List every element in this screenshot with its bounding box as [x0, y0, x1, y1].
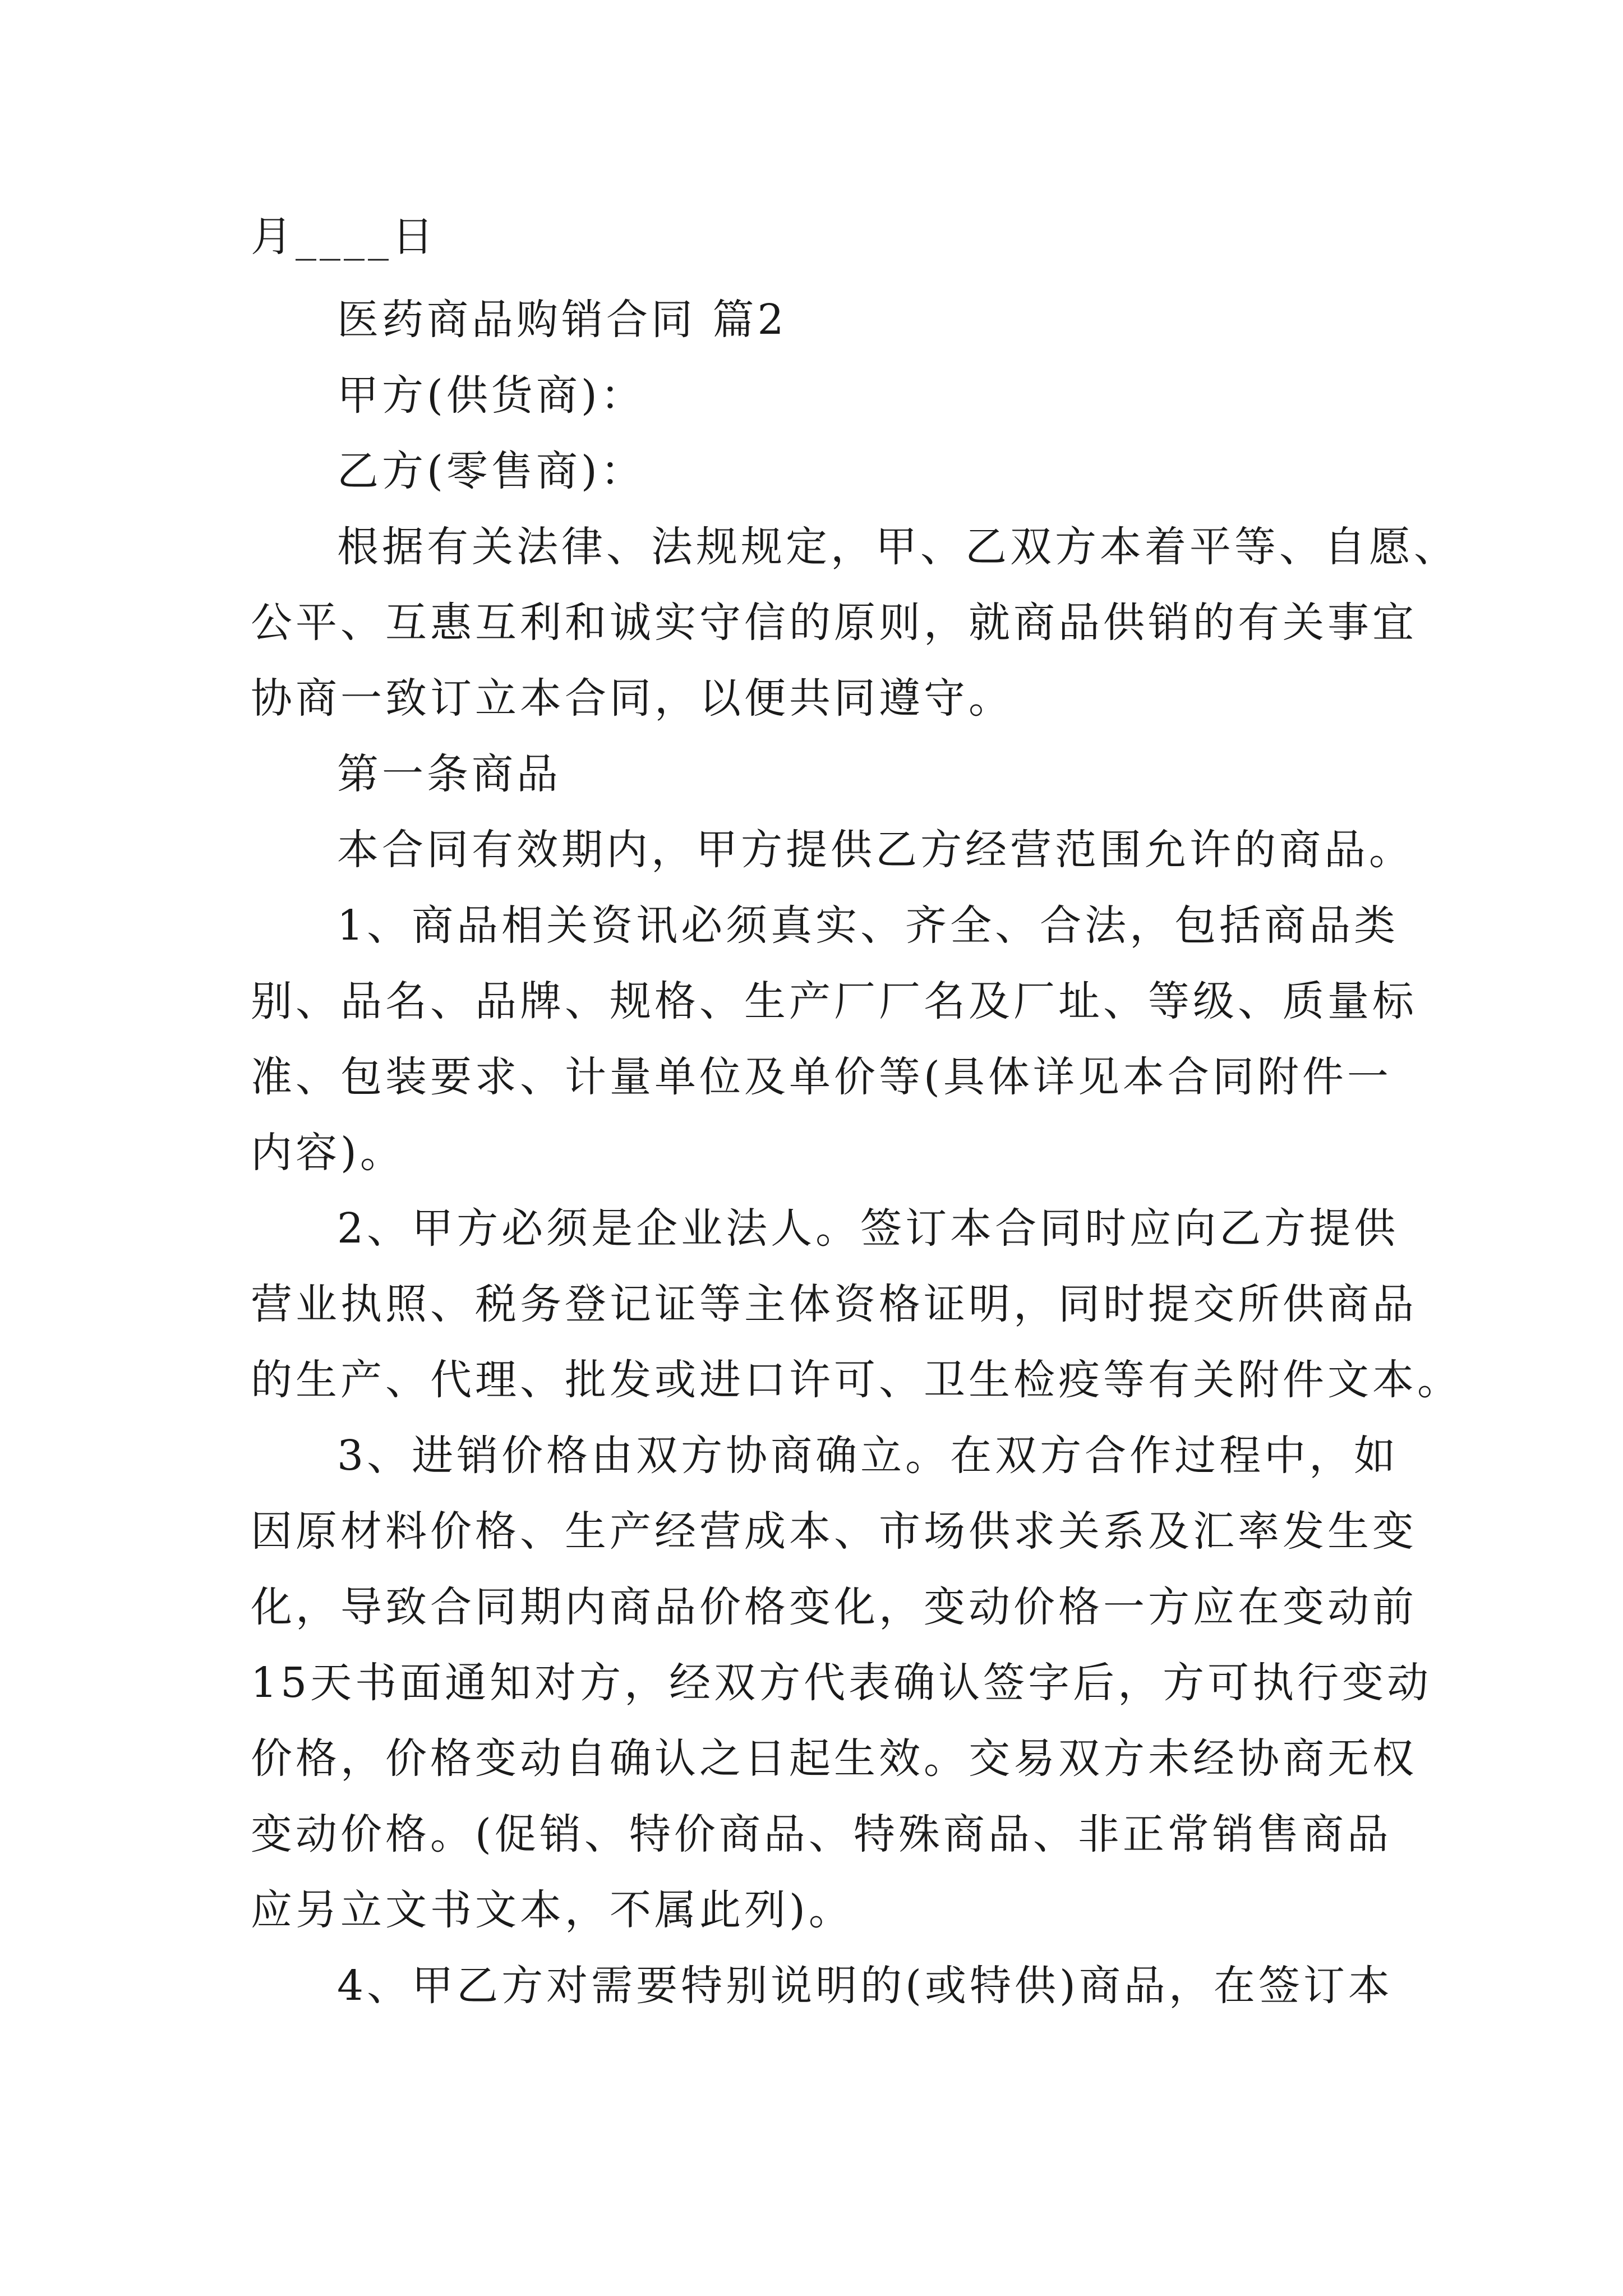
- clause-1-line: 内容)。: [251, 1129, 405, 1177]
- clause-2-line: 2、甲方必须是企业法人。签订本合同时应向乙方提供: [337, 1204, 1399, 1253]
- clause-4-line: 4、甲乙方对需要特别说明的(或特供)商品，在签订本: [337, 1962, 1393, 2010]
- party-a-label: 甲方(供货商)：: [337, 371, 645, 420]
- party-b-label: 乙方(零售商)：: [337, 447, 645, 495]
- clause-3-line: 应另立文书文本，不属此列)。: [251, 1886, 854, 1934]
- clause-2-line: 营业执照、税务登记证等主体资格证明，同时提交所供商品: [251, 1280, 1417, 1328]
- preamble-line: 公平、互惠互利和诚实守信的原则，就商品供销的有关事宜: [251, 599, 1417, 647]
- clause-3-line: 变动价格。(促销、特价商品、特殊商品、非正常销售商品: [251, 1810, 1392, 1858]
- clause-2-line: 的生产、代理、批发或进口许可、卫生检疫等有关附件文本。: [251, 1356, 1462, 1404]
- clause-3-line: 因原材料价格、生产经营成本、市场供求关系及汇率发生变: [251, 1507, 1417, 1556]
- clause-1-line: 别、品名、品牌、规格、生产厂厂名及厂址、等级、质量标: [251, 977, 1417, 1025]
- clause-3-line: 3、进销价格由双方协商确立。在双方合作过程中，如: [337, 1432, 1399, 1480]
- clause-3-line: 价格，价格变动自确认之日起生效。交易双方未经协商无权: [251, 1734, 1417, 1783]
- article-1-title: 第一条商品: [337, 750, 561, 798]
- article-1-intro: 本合同有效期内，甲方提供乙方经营范围允许的商品。: [337, 826, 1414, 874]
- clause-3-line: 化，导致合同期内商品价格变化，变动价格一方应在变动前: [251, 1583, 1417, 1631]
- clause-1-line: 1、商品相关资讯必须真实、齐全、合法，包括商品类: [337, 901, 1399, 950]
- document-title: 医药商品购销合同 篇2: [337, 296, 787, 344]
- preamble-line: 协商一致订立本合同，以便共同遵守。: [251, 674, 1013, 723]
- clause-3-line: 15天书面通知对方，经双方代表确认签字后，方可执行变动: [251, 1659, 1432, 1707]
- clause-1-line: 准、包装要求、计量单位及单价等(具体详见本合同附件一: [251, 1053, 1392, 1101]
- preamble-line: 根据有关法律、法规规定，甲、乙双方本着平等、自愿、: [337, 523, 1459, 571]
- date-line: 月____日: [251, 213, 437, 261]
